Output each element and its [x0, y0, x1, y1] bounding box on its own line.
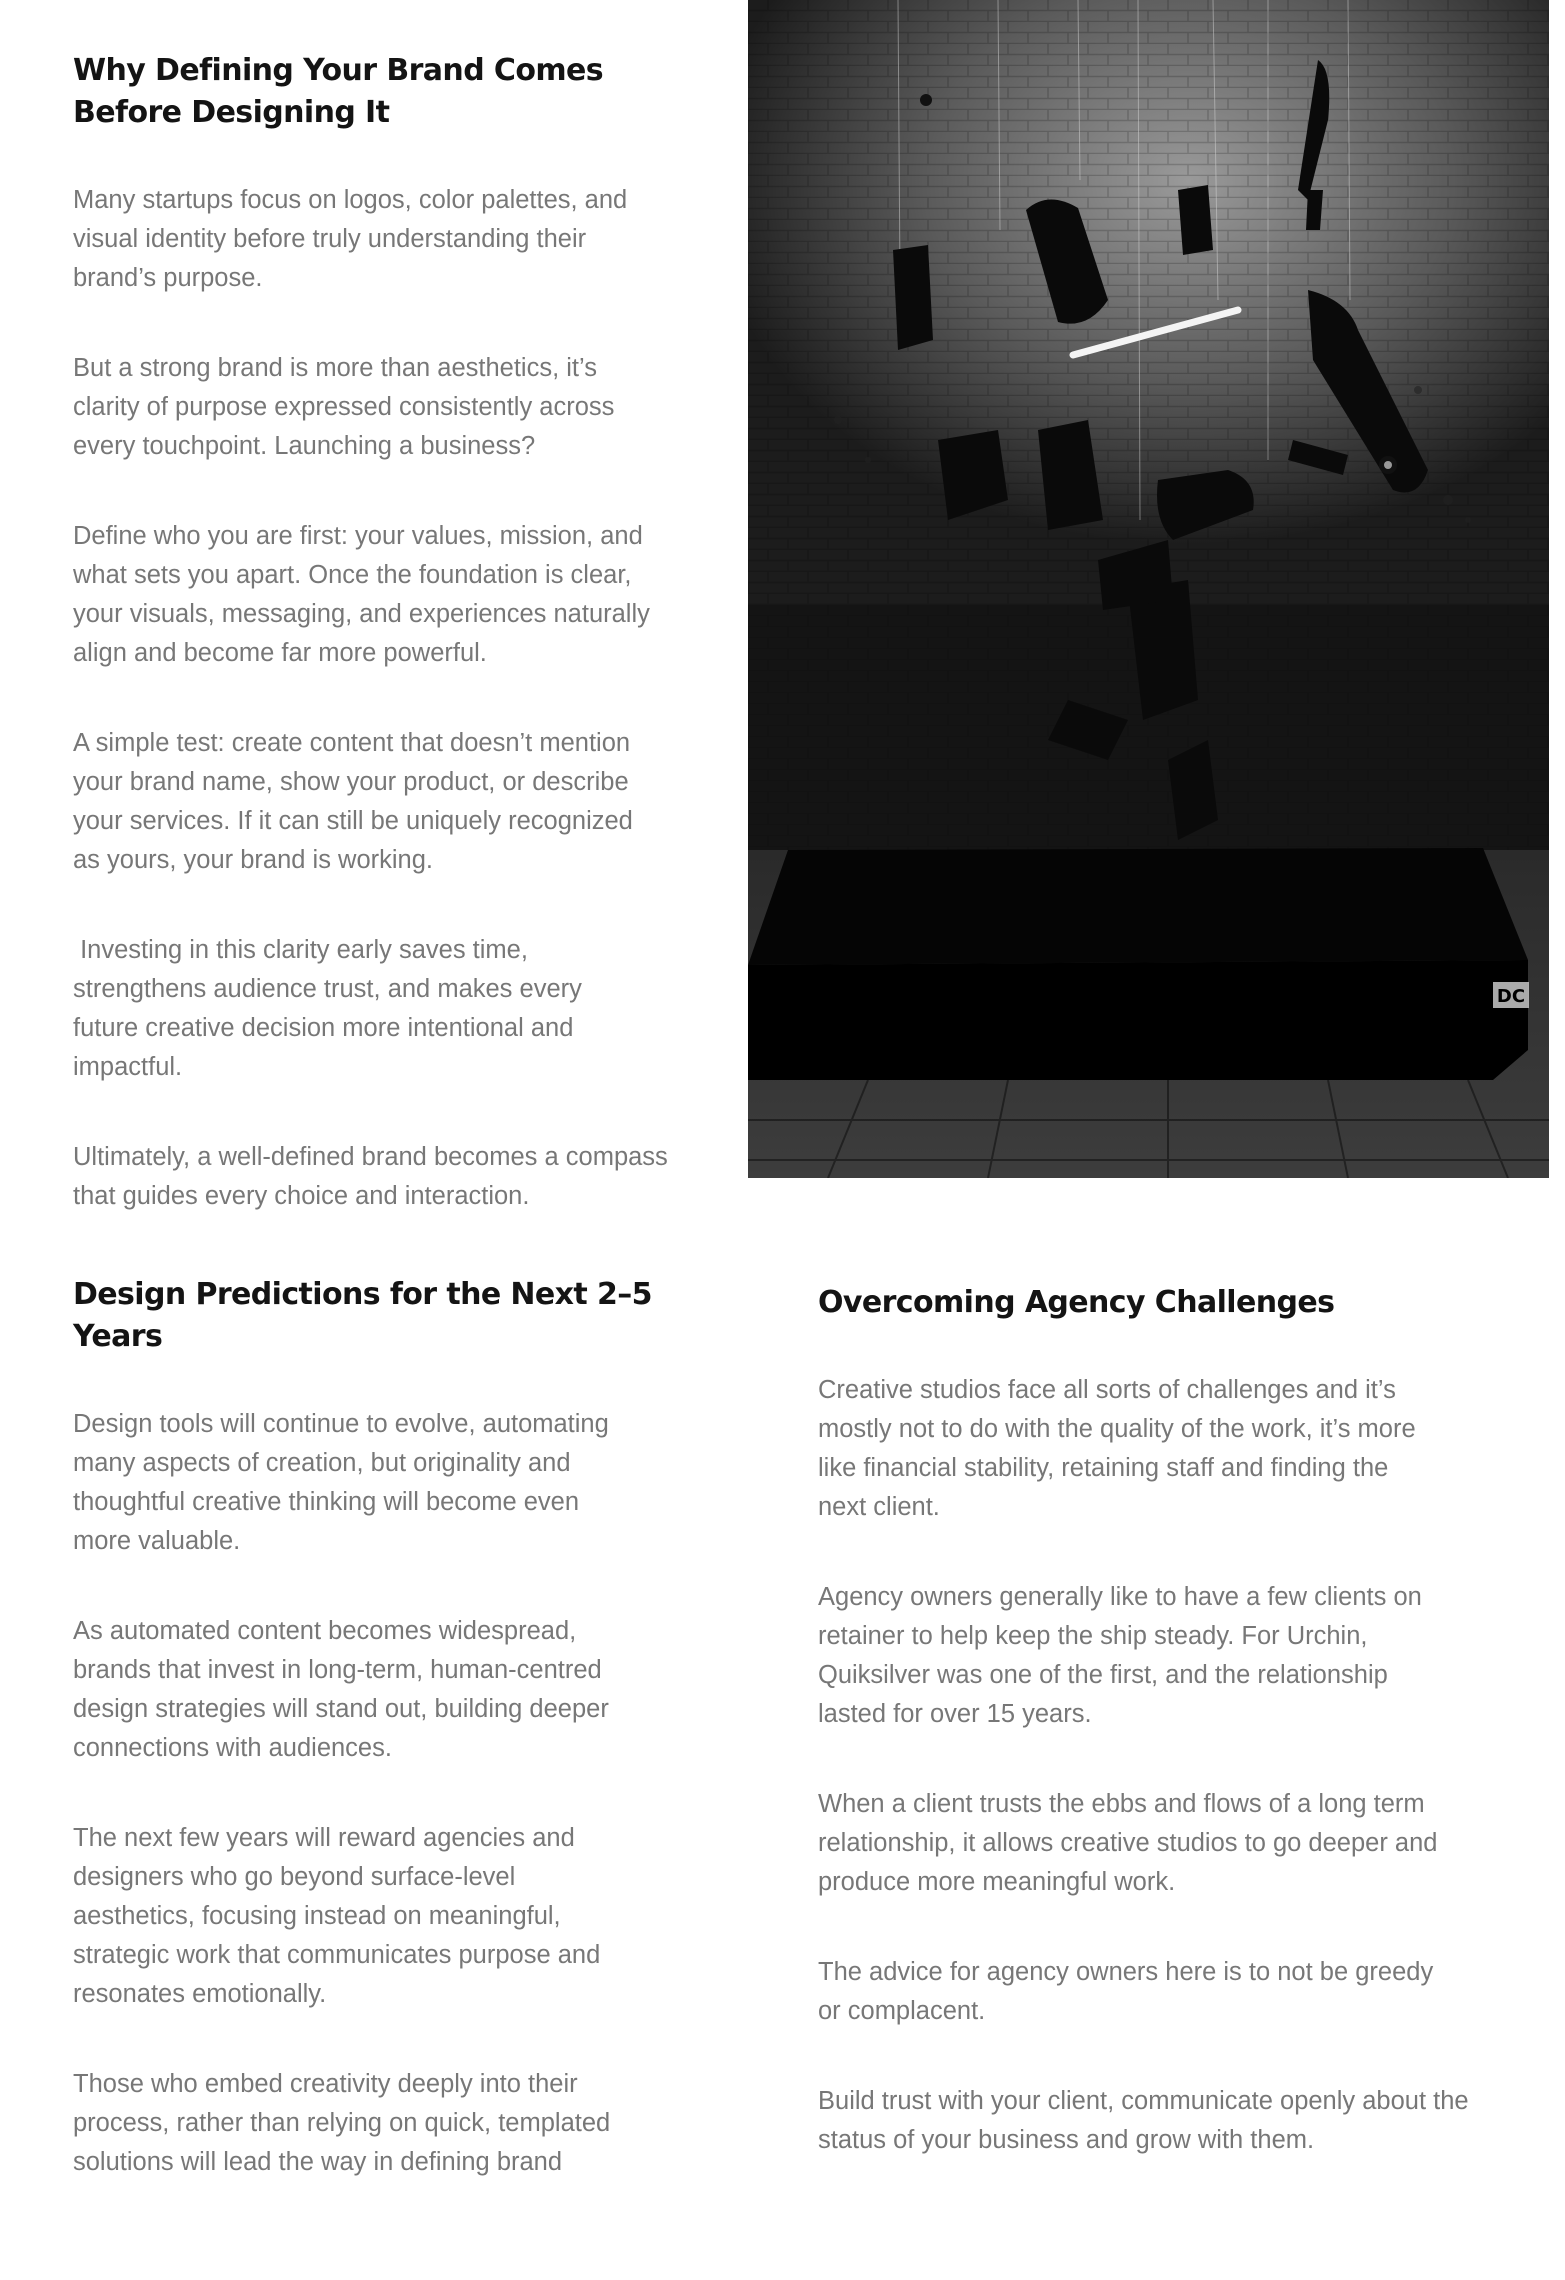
paragraph: Design tools will continue to evolve, automating many aspects of creation, but originality and thoughtful creative thinking will become even more valuable. [73, 1410, 616, 1555]
paragraph: The advice for agency owners here is to not be greedy or complacent. [818, 1958, 1441, 2025]
brand-definition-section [73, 50, 673, 1267]
paragraph: Creative studios face all sorts of challenges and it’s mostly not to do with the quality of the work, it’s more like financial stability, retaining staff and finding the next client. [818, 1376, 1423, 1521]
paragraph: Investing in this clarity early saves time, strengthens audience trust, and makes every future creative decision more intentional and impactful. [73, 936, 589, 1081]
paragraph: Many startups focus on logos, color palettes, and visual identity before truly understanding their brand’s purpose. [73, 186, 635, 292]
paragraph: When a client trusts the ebbs and flows of a long term relationship, it allows creative studios to go deeper and produce more meaningful work. [818, 1790, 1445, 1896]
paragraph: Those who embed creativity deeply into their process, rather than relying on quick, templated solutions will lead the way in defining brand [73, 2070, 618, 2176]
dc-logo-mark: DC [1496, 986, 1526, 1007]
paragraph: Ultimately, a well-defined brand becomes a compass that guides every choice and interaction. [73, 1143, 675, 1210]
section-heading: Design Predictions for the Next 2–5 Years [73, 1277, 652, 1354]
hero-image [748, 0, 1549, 1178]
section-heading: Why Defining Your Brand Comes Before Designing It [73, 53, 603, 130]
paragraph: But a strong brand is more than aesthetics, it’s clarity of purpose expressed consistently across every touchpoint. Launching a business? [73, 354, 622, 460]
section-heading: Overcoming Agency Challenges [818, 1285, 1335, 1320]
agency-challenges-section [818, 1282, 1478, 2211]
paragraph: Build trust with your client, communicate openly about the status of your business and grow with them. [818, 2087, 1476, 2154]
paragraph: A simple test: create content that doesn’t mention your brand name, show your product, or describe your services. If it can still be uniquely recognized as yours, your brand is working. [73, 729, 640, 874]
design-predictions-section [73, 1274, 673, 2233]
paragraph: The next few years will reward agencies and designers who go beyond surface-level aesthetics, focusing instead on meaningful, strategic work that communicates purpose and resonates emotionally. [73, 1824, 608, 2008]
paragraph: As automated content becomes widespread, brands that invest in long-term, human-centred design strategies will stand out, building deeper connections with audiences. [73, 1617, 616, 1762]
paragraph: Agency owners generally like to have a few clients on retainer to help keep the ship steady. For Urchin, Quiksilver was one of the first, and the relationship lasted for over 15 years. [818, 1583, 1429, 1728]
paragraph: Define who you are first: your values, mission, and what sets you apart. Once the foundation is clear, your visuals, messaging, and experiences naturally align and become far more powerful. [73, 522, 657, 667]
